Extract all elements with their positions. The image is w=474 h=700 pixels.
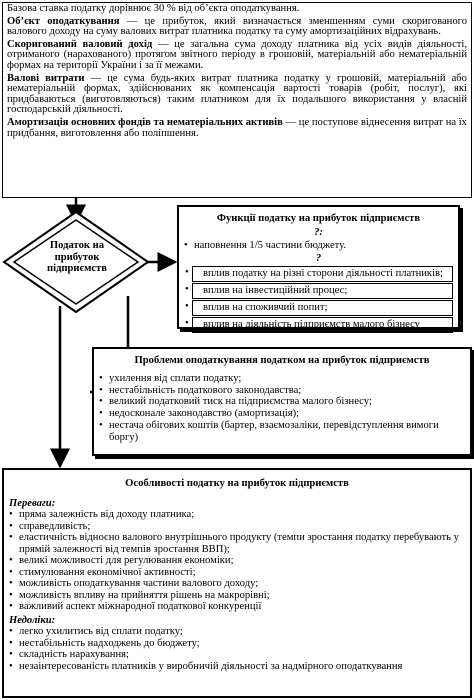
- list-item: • стимулювання економічної активності;: [9, 567, 465, 579]
- definition-gross-expenses: Валові витрати — це сума будь-яких витрат платника податку у грошовій, матеріальній або нематеріальній формах, здійснюваних як компенсація вартості товарів (робіт, послуг), які придбаваються (виготовляються) таким платником для їх подальшого використання у власній господарській діяльності.: [7, 72, 467, 116]
- problems-title: Проблеми оподаткування податком на прибуток підприємств: [134, 355, 430, 366]
- list-item: • вплив на діяльність підприємств малого бізнесу: [192, 317, 453, 333]
- features-box: [2, 468, 472, 698]
- list-item: • еластичність відносно валового внутрішнього продукту (темпи зростання податку перебувають у прямій залежності від темпів зростання ВВП);: [9, 532, 465, 555]
- definition-adjusted-income: Скоригований валовий дохід — це загальна сума доходу платника від усіх видів діяльності, отриманого (нарахованого) протягом звітного періоду в грошовій, матеріальній або нематеріальній формах на території України і за її межами.: [7, 38, 467, 71]
- disadvantages-list: [9, 626, 465, 672]
- list-item: • складність нарахування;: [9, 649, 465, 661]
- list-item: • можливість впливу на прийняття рішень на макрорівні;: [9, 590, 465, 602]
- list-item: • можливість оподаткування частини валового доходу;: [9, 578, 465, 590]
- list-item: • легко ухилитись від сплати податку;: [9, 626, 465, 638]
- features-title: Особливості податку на прибуток підприємств: [125, 478, 349, 489]
- definition-object: Об’єкт оподаткування — це прибуток, який визначається зменшенням суми скоригованого валового доходу на суму валових витрат платника податку та суму амортизаційних відрахувань.: [7, 15, 467, 38]
- list-item: • вплив на інвестиційний процес;: [192, 283, 453, 299]
- list-item: • справедливість;: [9, 521, 465, 533]
- advantages-label: Переваги:: [9, 497, 56, 509]
- list-item: • нестабільність податкового законодавства;: [99, 385, 465, 397]
- functions-title: Функції податку на прибуток підприємств: [216, 213, 421, 224]
- disadvantages-label: Недоліки:: [9, 614, 56, 626]
- advantages-list: [9, 509, 465, 613]
- problems-box: [92, 347, 472, 456]
- list-item: • пряма залежність від доходу платника;: [9, 509, 465, 521]
- list-item: • великий податковий тиск на підприємства малого бізнесу;: [99, 396, 465, 408]
- functions-q1: ?:: [314, 227, 323, 238]
- functions-group2: [192, 266, 453, 333]
- list-item: • незаінтересованість платників у виробничій діяльності за надмірного оподаткування: [9, 661, 465, 673]
- definitions-box: [2, 2, 472, 198]
- list-item: • вплив податку на різні сторони діяльності платників;: [192, 266, 453, 282]
- list-item: • великі можливості для регулювання економіки;: [9, 555, 465, 567]
- list-item: • ухилення від сплати податку;: [99, 373, 465, 385]
- list-item: • нестабільність надходжень до бюджету;: [9, 638, 465, 650]
- base-rate-text: Базова ставка податку дорівнює 30 % від об’єкта оподаткування.: [7, 3, 300, 14]
- functions-box: [177, 205, 460, 329]
- problems-list: [99, 373, 465, 444]
- list-item: • наповнення 1/5 частини бюджету.: [184, 240, 453, 252]
- functions-q2: ?: [315, 253, 322, 264]
- center-node-label: Податок на прибуток підприємств: [47, 240, 107, 274]
- list-item: • недосконале законодавство (амортизація);: [99, 408, 465, 420]
- list-item: • важливий аспект міжнародної податкової конкуренції: [9, 601, 465, 613]
- list-item: • нестача обігових коштів (бартер, взаємозаліки, перевідступлення вимоги боргу): [99, 420, 465, 444]
- functions-group1: [184, 240, 453, 252]
- definition-amortization: Амортизація основних фондів та нематеріальних активів — це поступове віднесення витрат на їх придбання, виготовлення або поліпшення.: [7, 116, 467, 139]
- list-item: • вплив на споживчий попит;: [192, 300, 453, 316]
